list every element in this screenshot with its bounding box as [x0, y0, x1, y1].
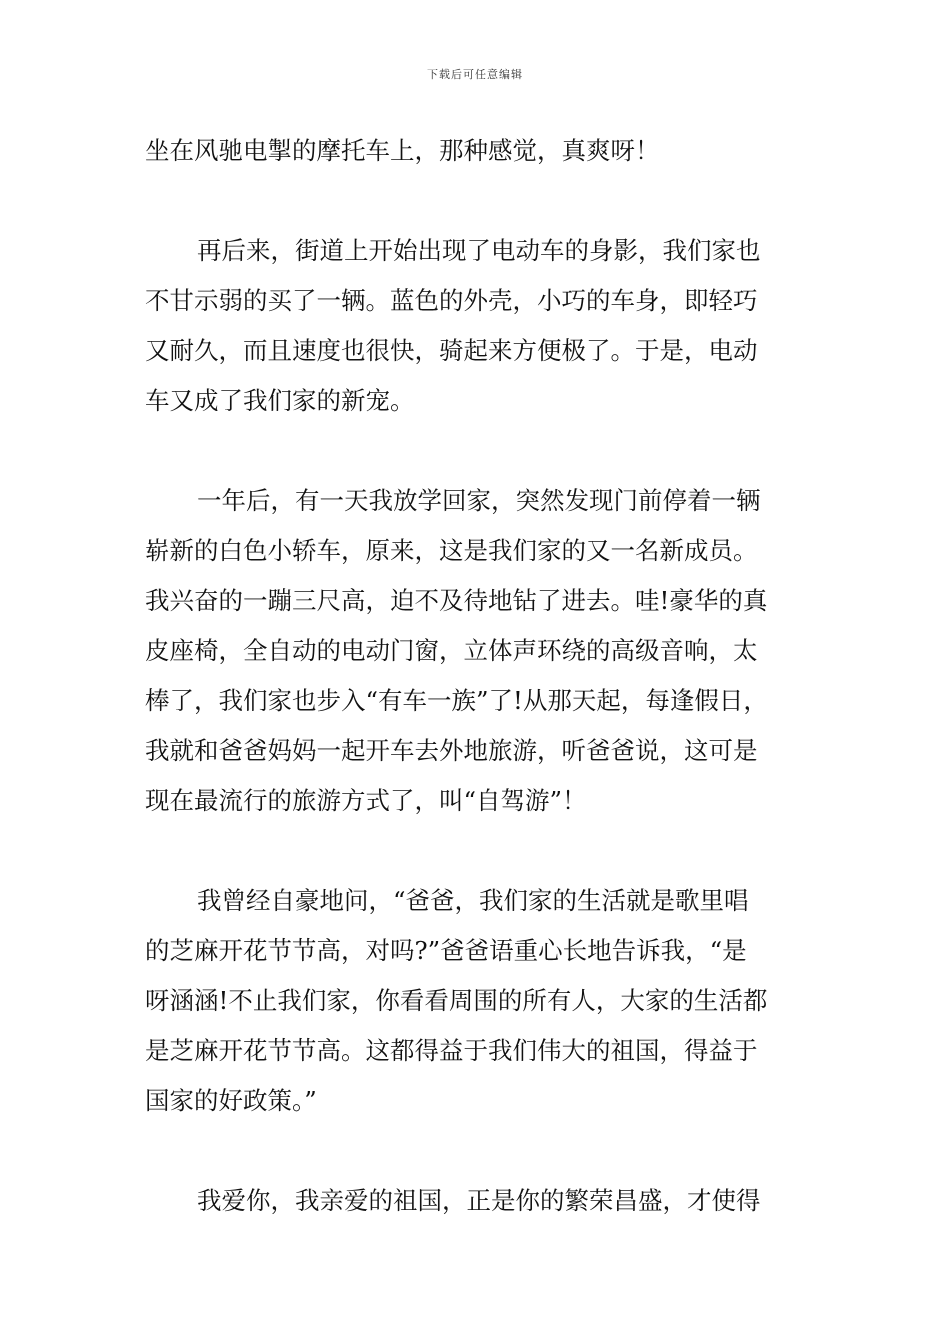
paragraph-line: 又耐久，而且速度也很快，骑起来方便极了。于是，电动 [145, 336, 758, 365]
paragraph-line: 棒了，我们家也步入“有车一族”了!从那天起，每逢假日， [145, 686, 768, 715]
paragraph-2 [145, 226, 815, 426]
paragraph-line: 我兴奋的一蹦三尺高，迫不及待地钻了进去。哇!豪华的真 [145, 586, 768, 615]
paragraph-line: 现在最流行的旅游方式了，叫“自驾游”！ [145, 786, 587, 815]
paragraph-5 [145, 1176, 815, 1226]
paragraph-1 [145, 126, 815, 176]
paragraph-line: 我爱你，我亲爱的祖国，正是你的繁荣昌盛，才使得 [197, 1186, 761, 1215]
paragraph-line: 国家的好政策。” [145, 1086, 317, 1115]
paragraph-line: 坐在风驰电掣的摩托车上，那种感觉，真爽呀！ [145, 136, 660, 165]
paragraph-gap [145, 826, 815, 876]
paragraph-line: 是芝麻开花节节高。这都得益于我们伟大的祖国，得益于 [145, 1036, 758, 1065]
document-body [145, 126, 815, 1226]
paragraph-4 [145, 876, 815, 1126]
paragraph-line: 不甘示弱的买了一辆。蓝色的外壳，小巧的车身，即轻巧 [145, 286, 758, 315]
paragraph-line: 我曾经自豪地问，“爸爸，我们家的生活就是歌里唱 [197, 886, 749, 915]
paragraph-line: 崭新的白色小轿车，原来，这是我们家的又一名新成员。 [145, 536, 758, 565]
page-header-note: 下载后可任意编辑 [427, 68, 523, 81]
paragraph-gap [145, 426, 815, 476]
paragraph-line: 再后来，街道上开始出现了电动车的身影，我们家也 [197, 236, 761, 265]
paragraph-gap [145, 176, 815, 226]
paragraph-line: 一年后，有一天我放学回家，突然发现门前停着一辆 [197, 486, 761, 515]
paragraph-gap [145, 1126, 815, 1176]
paragraph-line: 呀涵涵!不止我们家，你看看周围的所有人，大家的生活都 [145, 986, 768, 1015]
paragraph-line: 皮座椅，全自动的电动门窗，立体声环绕的高级音响，太 [145, 636, 758, 665]
paragraph-line: 我就和爸爸妈妈一起开车去外地旅游，听爸爸说，这可是 [145, 736, 758, 765]
paragraph-line: 车又成了我们家的新宠。 [145, 386, 415, 415]
paragraph-line: 的芝麻开花节节高，对吗?”爸爸语重心长地告诉我，“是 [145, 936, 747, 965]
paragraph-3 [145, 476, 815, 826]
